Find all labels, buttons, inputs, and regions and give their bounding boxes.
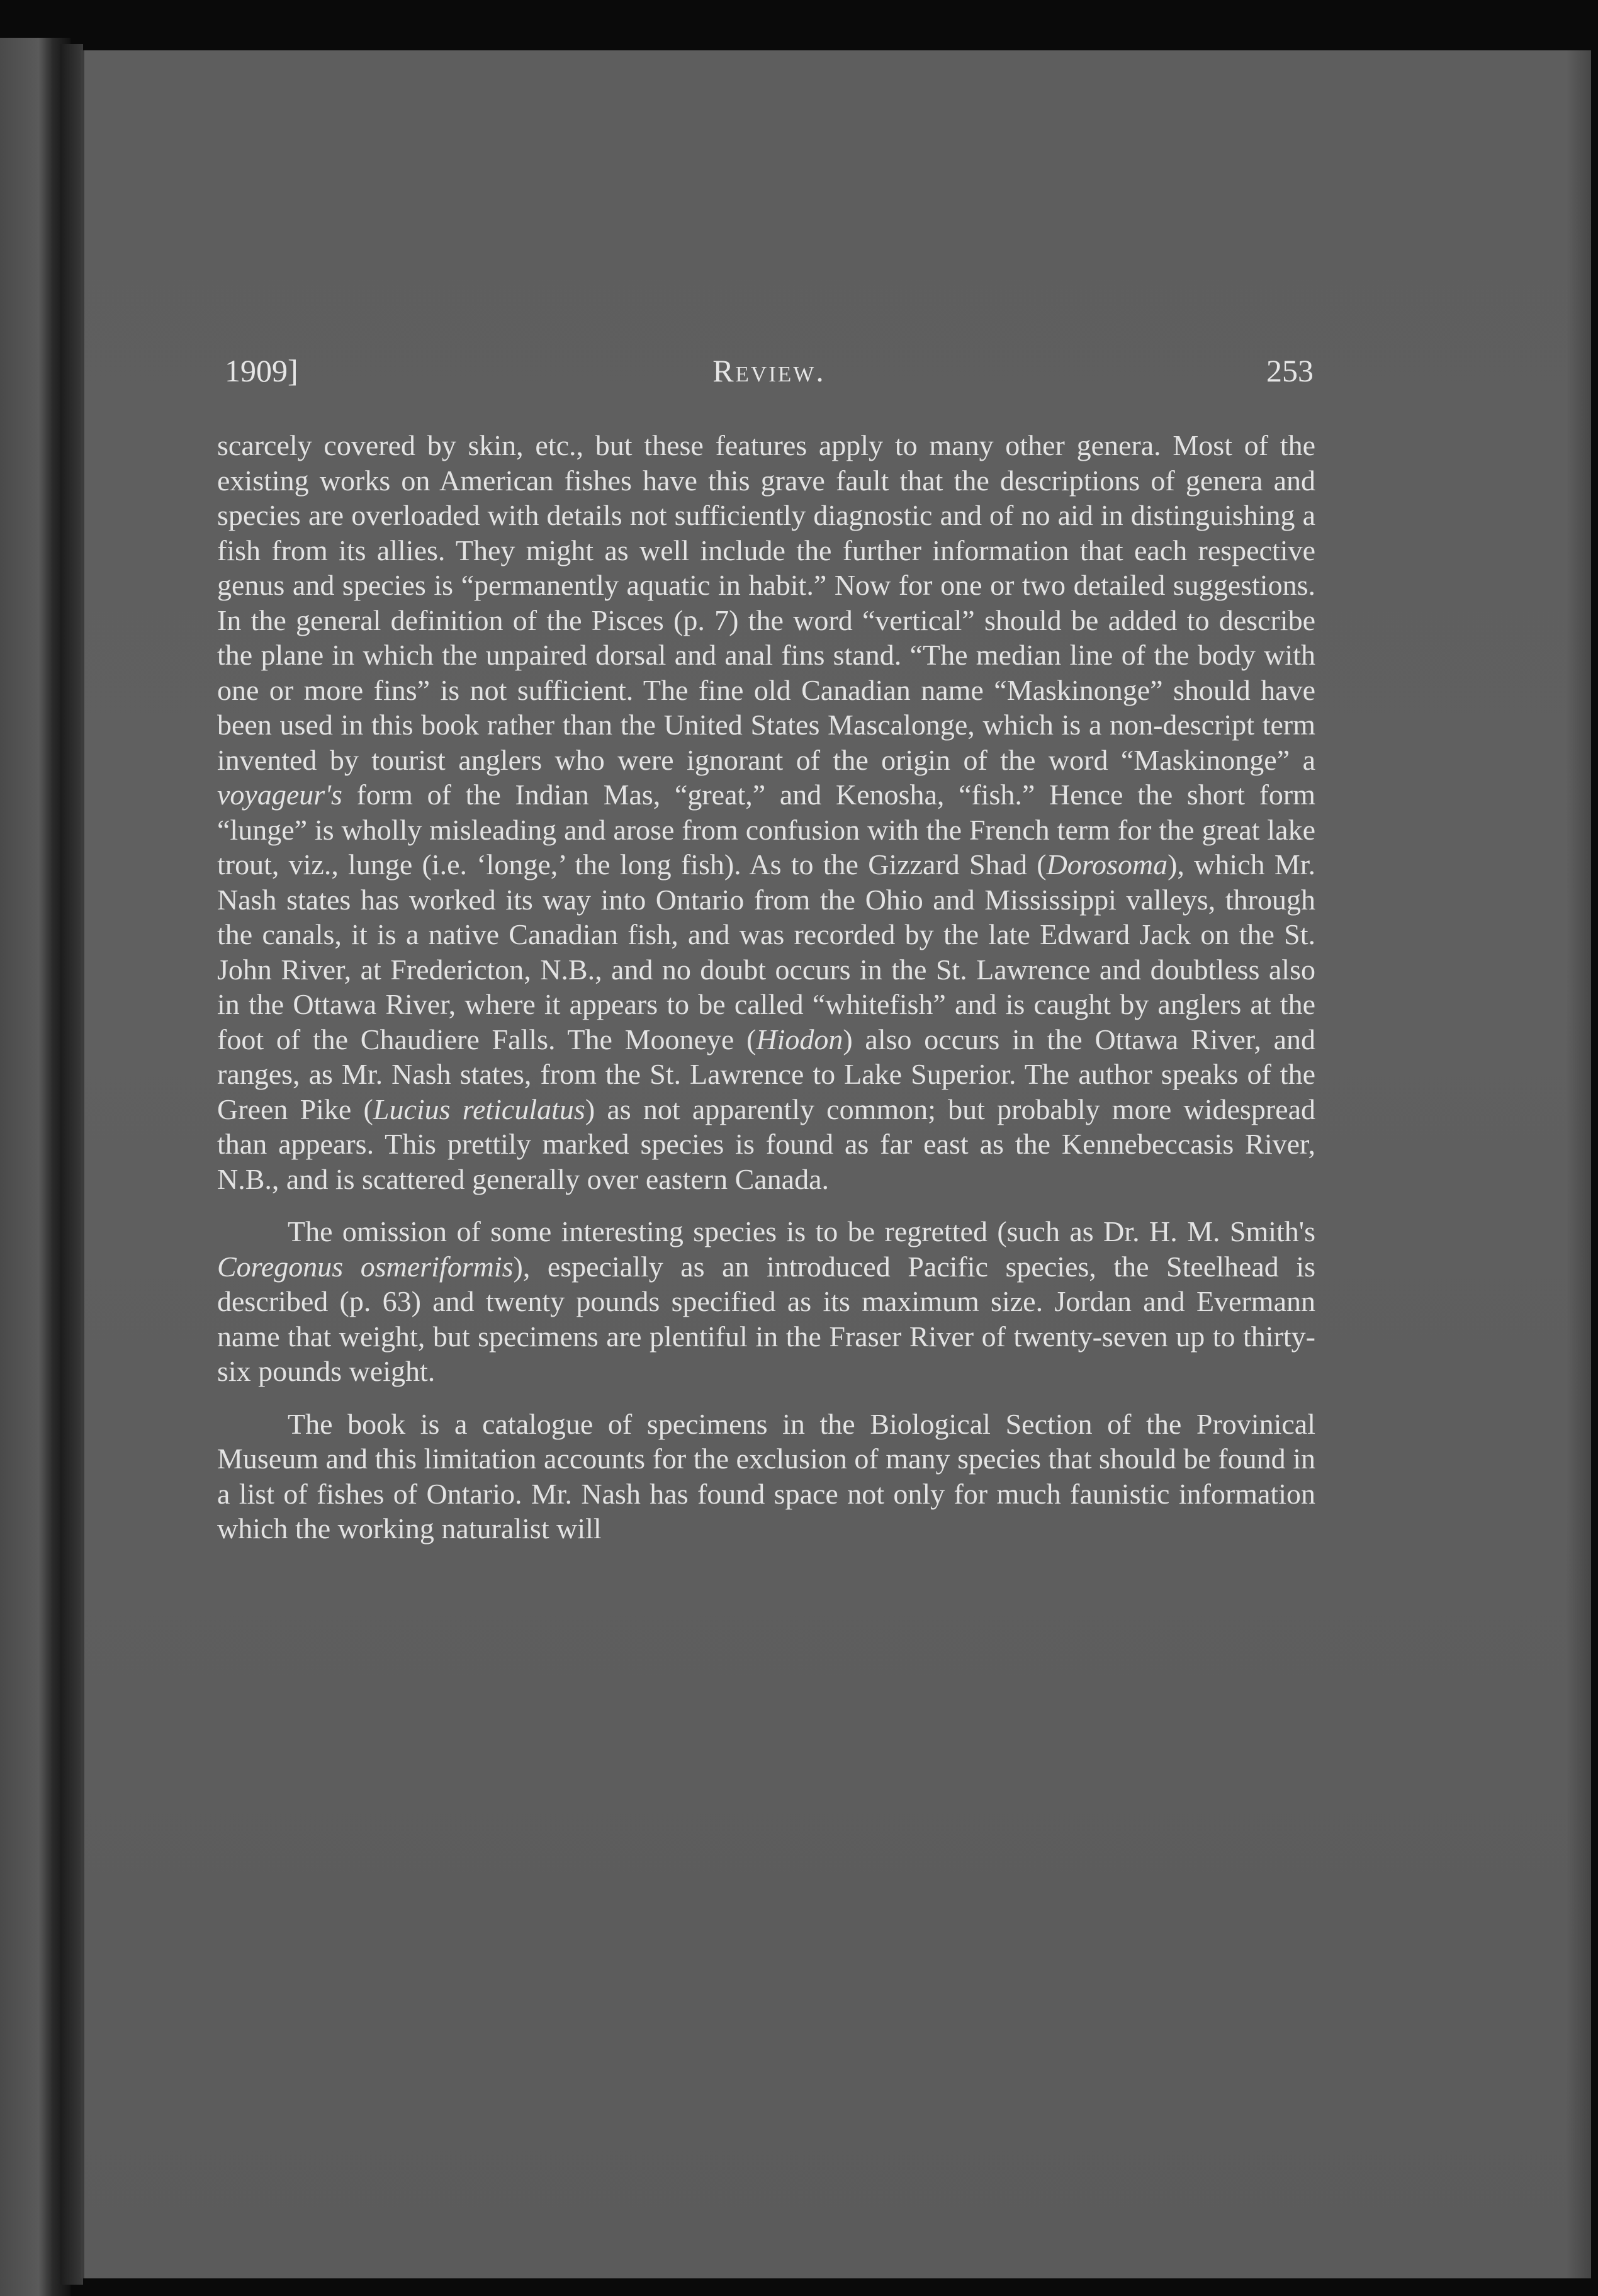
italic-term: Lucius reticulatus (373, 1093, 585, 1125)
paragraph-gap (217, 1196, 1315, 1214)
page-number: 253 (1266, 353, 1314, 388)
italic-term: Coregonus osmeriformis (217, 1250, 514, 1283)
italic-term: Dorosoma (1046, 848, 1168, 881)
paragraph (217, 1407, 1315, 1546)
text-run: ) also occurs in the Ottawa River, and ranges, as Mr. Nash states, from the St. Lawrence to Lake Superior. The author speaks of the Green Pike ( (217, 1023, 1315, 1125)
body-text (217, 428, 1315, 1546)
page-edge-shadow (1566, 50, 1591, 2278)
text-run: ), especially as an introduced Pacific species, the Steelhead is described (p. 63) and twenty pounds specified as its maximum size. Jordan and Evermann name that weight, but specimens are plentiful in the Fraser River of twenty-seven up to thirty-six pounds weight. (217, 1250, 1315, 1387)
running-header (225, 352, 1314, 403)
header-year: 1909] (225, 353, 298, 388)
paragraph (217, 428, 1315, 1196)
header-title: Review. (712, 353, 826, 388)
text-run: The omission of some interesting species is to be regretted (such as Dr. H. M. Smith's (288, 1215, 1315, 1247)
italic-term: voyageur's (217, 779, 342, 811)
text-run: form of the Indian Mas, “great,” and Kenosha, “fish.” Hence the short form “lunge” is wholly misleading and arose from confusion with the French term for the great lake trout, viz., lunge (i.e. ‘longe,’ the long fish). As to the Gizzard Shad ( (217, 779, 1315, 881)
paragraph (217, 1214, 1315, 1389)
text-run: ), which Mr. Nash states has worked its way into Ontario from the Ohio and Mississippi valleys, through the canals, it is a native Canadian fish, and was recorded by the late Edward Jack on the St. John River, at Fredericton, N.B., and no doubt occurs in the St. Lawrence and doubtless also in the Ottawa River, where it appears to be called “whitefish” and is caught by anglers at the foot of the Chaudiere Falls. The Mooneye ( (217, 848, 1316, 1055)
italic-term: Hiodon (756, 1023, 843, 1055)
paragraph-gap (217, 1389, 1315, 1407)
page-stack-edge (60, 44, 83, 2285)
text-run: ) as not apparently common; but probably more widespread than appears. This prettily marked species is found as far east as the Kennebeccasis River, N.B., and is scattered generally over eastern Canada. (217, 1093, 1315, 1195)
text-run: The book is a catalogue of specimens in the Biological Section of the Provinical Museum and this limitation accounts for the exclusion of many species that should be found in a list of fishes of Ontario. Mr. Nash has found space not only for much faunistic information which the working naturalist will (217, 1407, 1315, 1545)
text-run: scarcely covered by skin, etc., but these features apply to many other genera. Most of the existing works on American fishes have this grave fault that the descriptions of genera and species are overloaded with details not sufficiently diagnostic and of no aid in distinguishing a fish from its allies. They might as well include the further information that each respective genus and species is “permanently aquatic in habit.” Now for one or two detailed suggestions. In the general definition of the Pisces (p. 7) the word “vertical” should be added to describe the plane in which the unpaired dorsal and anal fins stand. “The median line of the body with one or more fins” is not sufficient. The fine old Canadian name “Maskinonge” should have been used in this book rather than the United States Mascalonge, which is a non-descript term invented by tourist anglers who were ignorant of the origin of the word “Maskinonge” a (217, 429, 1315, 776)
